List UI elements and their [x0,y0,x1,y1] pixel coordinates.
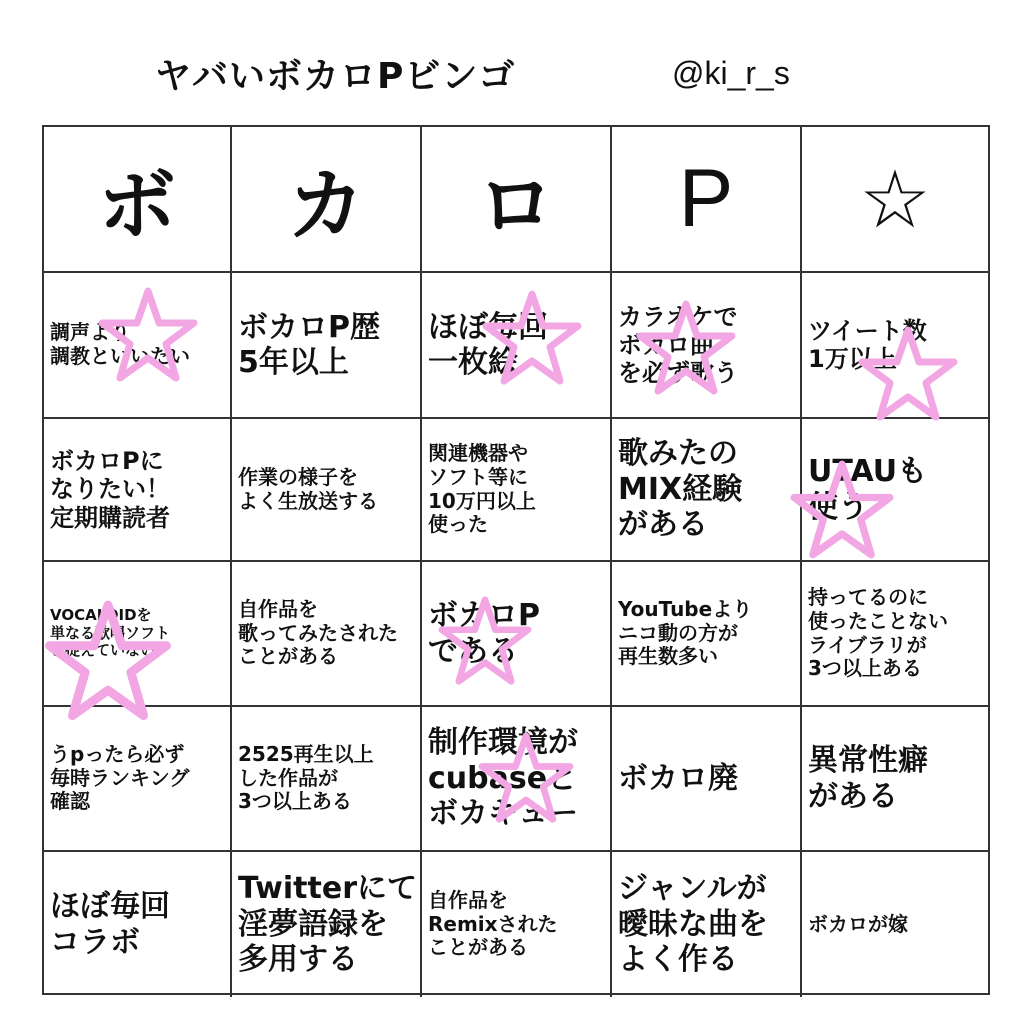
bingo-cell[interactable] [232,562,422,707]
bingo-cell[interactable] [802,562,988,707]
bingo-cell[interactable] [802,707,988,852]
cell-text: ほぼ毎回 コラボ [50,889,170,960]
bingo-cell[interactable] [422,562,612,707]
bingo-cell[interactable] [612,273,802,419]
header-cell-ro: ロ [422,127,612,273]
bingo-cell[interactable] [232,419,422,562]
cell-text: 自作品を Remixされた ことがある [428,888,558,960]
bingo-cell[interactable] [422,852,612,997]
bingo-cell[interactable] [802,852,988,997]
bingo-cell[interactable] [44,707,232,852]
cell-text: UTAUも 使う [808,454,928,525]
bingo-board [42,125,990,995]
header-cell-bo: ボ [44,127,232,273]
cell-text: ボカロP歴 5年以上 [238,309,380,380]
cell-text: うpったら必ず 毎時ランキング 確認 [50,742,190,814]
cell-text: 関連機器や ソフト等に 10万円以上 使った [428,441,536,537]
bingo-cell[interactable] [612,419,802,562]
cell-text: ボカロ廃 [618,760,738,796]
author-handle: @ki_r_s [672,55,790,91]
cell-text: ボカロP である [428,598,540,669]
cell-text: 作業の様子を よく生放送する [238,464,378,513]
cell-text: 自作品を 歌ってみたされた ことがある [238,597,398,669]
cell-text: 持ってるのに 使ったことない ライブラリが 3つ以上ある [808,585,948,681]
cell-text: ツイート数 1万以上 [808,316,927,373]
bingo-cell[interactable] [422,707,612,852]
cell-text: ジャンルが 曖昧な曲を よく作る [618,871,768,978]
cell-text: ほぼ毎回 一枚絵 [428,309,548,380]
bingo-cell[interactable] [802,419,988,562]
header-cell-ka: カ [232,127,422,273]
page-title: ヤバいボカロPビンゴ [155,56,516,97]
bingo-cell[interactable] [44,273,232,419]
header-cell-p: P [612,127,802,273]
bingo-cell[interactable] [44,562,232,707]
cell-text: Twitterにて 淫夢語録を 多用する [238,871,417,978]
cell-text: YouTubeより ニコ動の方が 再生数多い [618,597,753,669]
bingo-cell[interactable] [422,419,612,562]
cell-text: 調声より 調教といいたい [50,320,190,368]
bingo-cell[interactable] [232,707,422,852]
bingo-cell[interactable] [612,562,802,707]
bingo-cell[interactable] [232,852,422,997]
cell-text: 制作環境が cubaseと ボカキュー [428,725,578,832]
cell-text: 2525再生以上 した作品が 3つ以上ある [238,742,374,814]
bingo-cell[interactable] [44,419,232,562]
bingo-cell[interactable] [44,852,232,997]
cell-text: ボカロPに なりたい！ 定期購読者 [50,447,170,532]
bingo-cell[interactable] [802,273,988,419]
bingo-cell[interactable] [612,852,802,997]
bingo-cell[interactable] [612,707,802,852]
cell-text: ボカロが嫁 [808,911,908,936]
bingo-cell[interactable] [422,273,612,419]
cell-text: カラオケで ボカロ曲 を必ず歌う [618,302,738,388]
cell-text: VOCALOIDを 単なる歌唱ソフト と捉えていない [50,605,171,660]
header-cell-star: ☆ [802,127,988,273]
cell-text: 歌みたの MIX経験 がある [618,436,743,543]
bingo-cell[interactable] [232,273,422,419]
cell-text: 異常性癖 がある [808,743,928,814]
